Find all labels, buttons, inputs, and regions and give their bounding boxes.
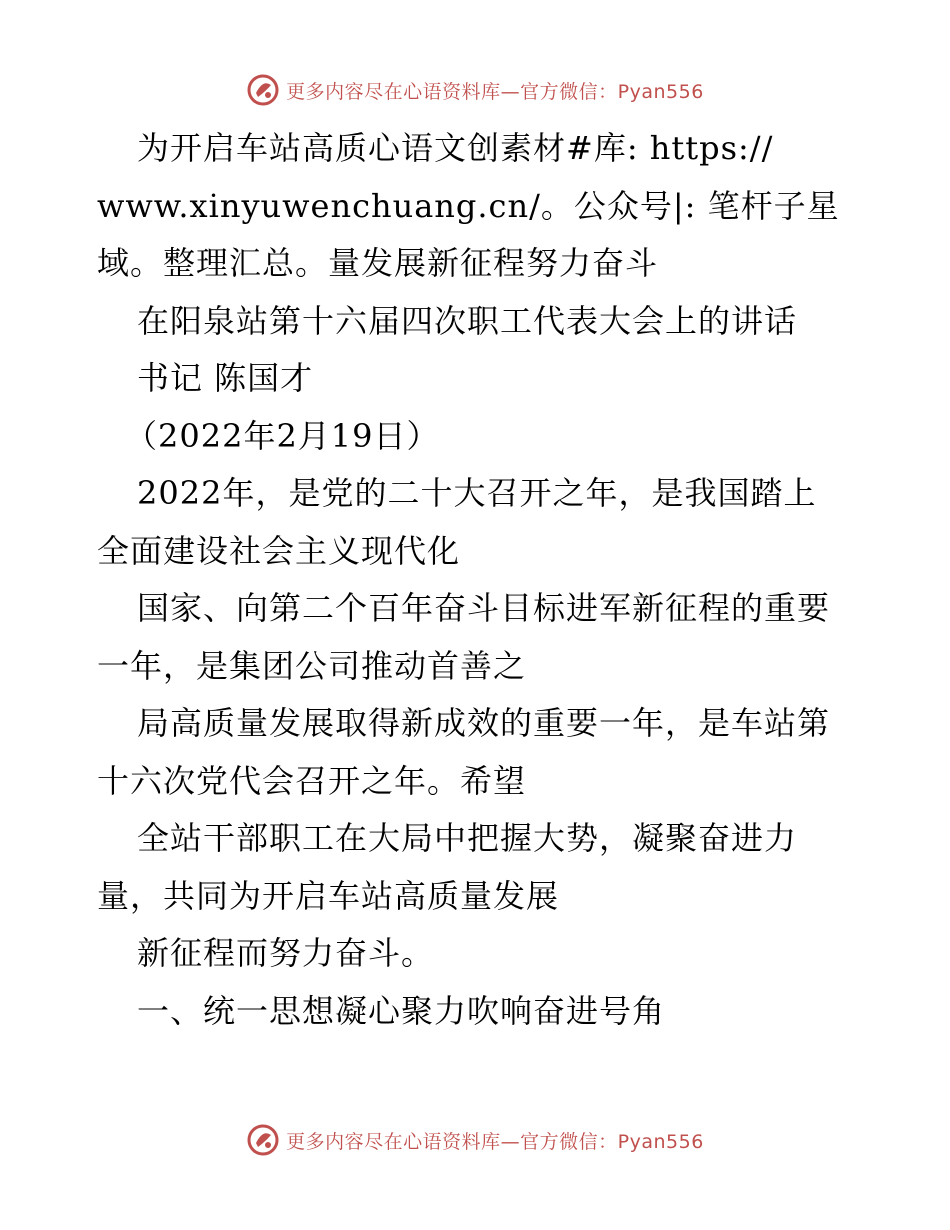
text-line: 国家、向第二个百年奋斗目标进军新征程的重要 xyxy=(137,589,831,627)
text-line: 为开启车站高质心语文创素材#库: https:// xyxy=(137,129,774,167)
watermark-text: 更多内容尽在心语资料库—官方微信：Pyan556 xyxy=(286,80,704,103)
speaker-line: 书记 陈国才 xyxy=(137,359,314,397)
text-line: 一年，是集团公司推动首善之 xyxy=(97,646,527,685)
watermark-text: 更多内容尽在心语资料库—官方微信：Pyan556 xyxy=(286,1130,704,1153)
date-line: （2022年2月19日） xyxy=(125,416,440,455)
text-line: 新征程而努力奋斗。 xyxy=(137,934,435,972)
text-line: 全站干部职工在大局中把握大势，凝聚奋进力 xyxy=(137,819,798,857)
text-line: www.xinyuwenchuang.cn/。公众号|: 笔杆子星 xyxy=(97,186,840,225)
text-line: 2022年，是党的二十大召开之年，是我国踏上 xyxy=(137,474,817,512)
watermark-footer xyxy=(0,1120,950,1160)
logo-icon xyxy=(246,1123,280,1157)
text-line: 域。整理汇总。量发展新征程努力奋斗 xyxy=(97,244,659,282)
text-line: 量，共同为开启车站高质量发展 xyxy=(97,876,560,915)
text-line: 十六次党代会召开之年。希望 xyxy=(97,761,527,800)
text-line: 局高质量发展取得新成效的重要一年，是车站第 xyxy=(137,704,831,742)
section-heading: 一、统一思想凝心聚力吹响奋进号角 xyxy=(137,991,666,1030)
logo-icon xyxy=(246,73,280,107)
watermark-header xyxy=(0,70,950,110)
document-body xyxy=(97,120,857,1040)
speech-title: 在阳泉站第十六届四次职工代表大会上的讲话 xyxy=(137,301,798,340)
text-line: 全面建设社会主义现代化 xyxy=(97,531,461,570)
